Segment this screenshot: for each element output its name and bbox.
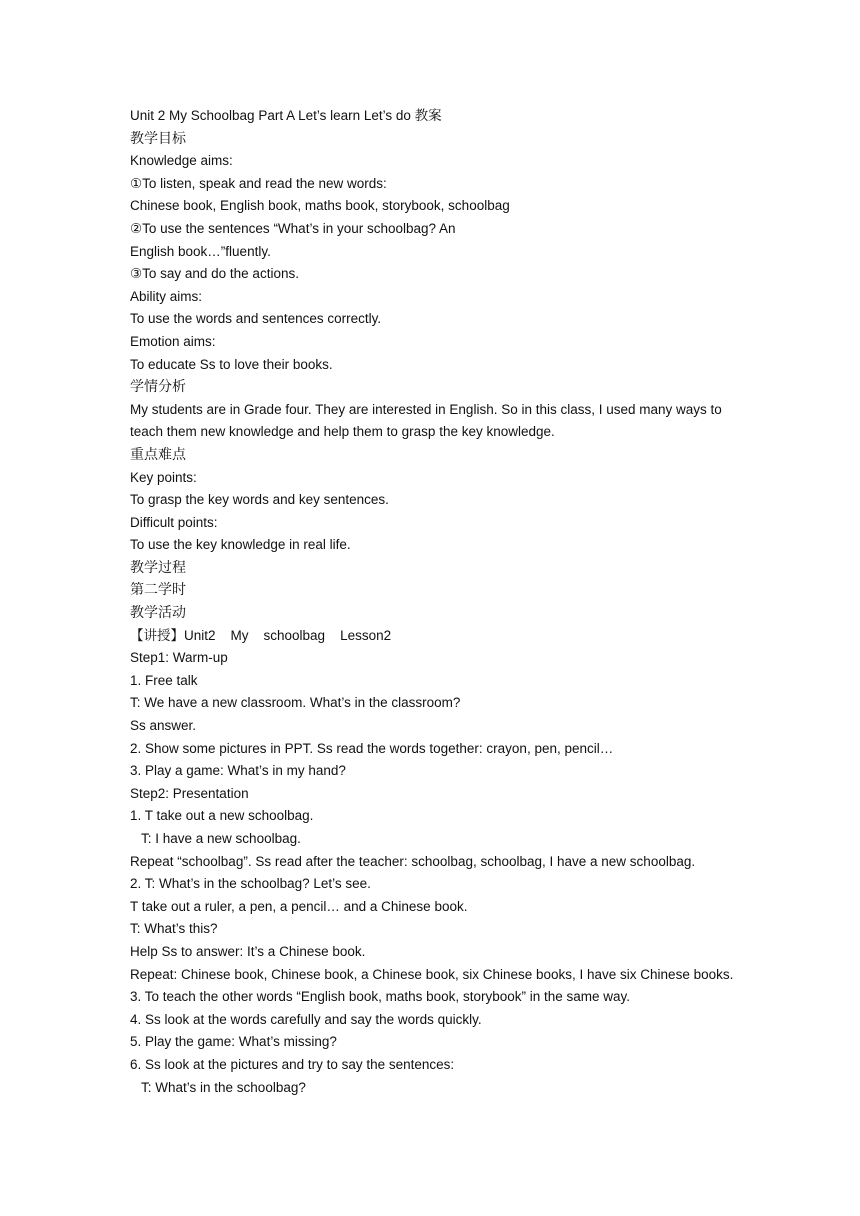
doc-title: Unit 2 My Schoolbag Part A Let’s learn Let’s do 教案 <box>130 108 442 123</box>
text-line: 3. To teach the other words “English book, maths book, storybook” in the same way. <box>130 989 631 1005</box>
section-heading-key-difficult-points: 重点难点 <box>130 446 186 463</box>
text-line: To grasp the key words and key sentences. <box>130 492 389 508</box>
text-line: 4. Ss look at the words carefully and say the words quickly. <box>130 1011 482 1027</box>
text-line: T take out a ruler, a pen, a pencil… and a Chinese book. <box>130 898 468 914</box>
text-line: Help Ss to answer: It’s a Chinese book. <box>130 943 366 959</box>
section-heading-teaching-objectives: 教学目标 <box>130 130 186 147</box>
subheading-difficult-points: Difficult points: <box>130 514 218 530</box>
text-line: Repeat “schoolbag”. Ss read after the teacher: schoolbag, schoolbag, I have a new schoolbag. <box>130 853 696 869</box>
text-line: T: What’s this? <box>130 921 218 937</box>
subheading-ability-aims: Ability aims: <box>130 288 203 304</box>
text-line: To educate Ss to love their books. <box>130 356 333 372</box>
document-page <box>130 105 750 1099</box>
lesson-heading: 【讲授】Unit2 My schoolbag Lesson2 <box>130 627 392 643</box>
text-line: 1. Free talk <box>130 672 198 688</box>
text-line: T: I have a new schoolbag. <box>130 831 301 846</box>
section-heading-student-analysis: 学情分析 <box>130 379 186 396</box>
text-line: To use the key knowledge in real life. <box>130 537 351 553</box>
section-heading-teaching-process: 教学过程 <box>130 559 186 576</box>
text-line: Repeat: Chinese book, Chinese book, a Chinese book, six Chinese books, I have six Chinese books. <box>130 966 734 982</box>
subheading-knowledge-aims: Knowledge aims: <box>130 153 233 169</box>
text-line: 2. T: What’s in the schoolbag? Let’s see. <box>130 876 371 892</box>
text-line: 2. Show some pictures in PPT. Ss read the words together: crayon, pen, pencil… <box>130 740 614 756</box>
text-line: T: What’s in the schoolbag? <box>130 1079 306 1095</box>
text-line: T: We have a new classroom. What’s in the classroom? <box>130 695 461 711</box>
text-line: ②To use the sentences “What’s in your schoolbag? An <box>130 220 456 236</box>
step-heading: Step1: Warm-up <box>130 650 228 666</box>
text-line: Chinese book, English book, maths book, storybook, schoolbag <box>130 198 510 214</box>
text-line: Ss answer. <box>130 718 197 734</box>
text-line: ①To listen, speak and read the new words: <box>130 175 387 191</box>
paragraph-student-analysis: My students are in Grade four. They are interested in English. So in this class, I used many ways to teach them new knowledge and help them to grasp the key knowledge. <box>130 401 722 440</box>
text-line: 1. T take out a new schoolbag. <box>130 808 314 824</box>
text-line: 6. Ss look at the pictures and try to say the sentences: <box>130 1056 455 1072</box>
step-heading: Step2: Presentation <box>130 785 249 801</box>
section-heading-teaching-activities: 教学活动 <box>130 605 186 622</box>
text-line: 3. Play a game: What’s in my hand? <box>130 763 346 779</box>
text-line: To use the words and sentences correctly. <box>130 311 382 327</box>
section-heading-second-period: 第二学时 <box>130 582 186 599</box>
subheading-key-points: Key points: <box>130 469 197 485</box>
text-line: English book…”fluently. <box>130 243 271 259</box>
subheading-emotion-aims: Emotion aims: <box>130 333 216 349</box>
text-line: 5. Play the game: What’s missing? <box>130 1034 337 1050</box>
text-line: ③To say and do the actions. <box>130 266 299 282</box>
